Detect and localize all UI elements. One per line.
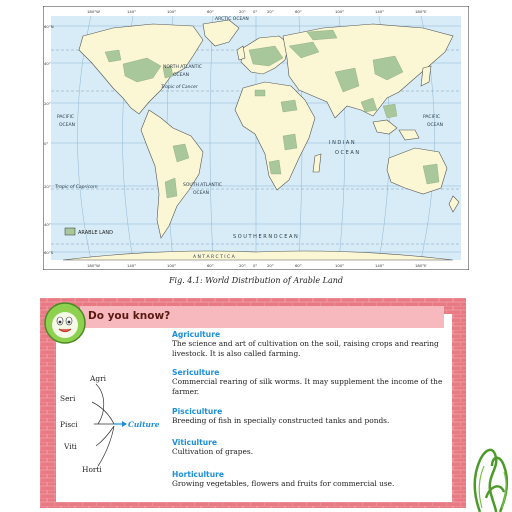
lon-bot-9: 140° bbox=[375, 263, 385, 268]
label-southern-ocean: S O U T H E R N O C E A N bbox=[233, 234, 298, 240]
map-svg bbox=[43, 6, 469, 270]
lon-bot-3: 60° bbox=[207, 263, 214, 268]
legend-swatch bbox=[65, 228, 75, 235]
lon-bot-2: 100° bbox=[167, 263, 177, 268]
branch-pisci: Pisci bbox=[60, 420, 78, 429]
map-legend bbox=[65, 228, 113, 236]
diagram-center-culture: Culture bbox=[128, 420, 160, 429]
label-north-atlantic-1: NORTH ATLANTIC bbox=[163, 65, 203, 70]
term-horticulture-title: Horticulture bbox=[172, 470, 224, 479]
lon-top-4: 20° bbox=[239, 9, 246, 14]
lon-top-3: 60° bbox=[207, 9, 214, 14]
lon-top-7: 60° bbox=[295, 9, 302, 14]
lon-top-10: 180°E bbox=[415, 9, 427, 14]
lon-bot-8: 100° bbox=[335, 263, 345, 268]
culture-diagram-lines bbox=[56, 354, 176, 474]
branch-horti: Horti bbox=[82, 465, 102, 474]
label-pacific-left-2: OCEAN bbox=[59, 123, 75, 128]
lon-bot-0: 180°W bbox=[87, 263, 100, 268]
lat-3: 0° bbox=[44, 141, 49, 146]
legend-label: ARABLE LAND bbox=[78, 230, 113, 236]
lon-bot-10: 180°E bbox=[415, 263, 427, 268]
lon-bot-5: 0° bbox=[253, 263, 258, 268]
term-pisciculture-desc: Breeding of fish in specially constructed tanks and ponds. bbox=[172, 416, 390, 425]
figure-caption: Fig. 4.1: World Distribution of Arable Land bbox=[168, 276, 344, 285]
lat-4: 20° bbox=[44, 184, 51, 189]
do-you-know-content bbox=[56, 314, 452, 502]
lon-top-5: 0° bbox=[253, 9, 258, 14]
branch-viti: Viti bbox=[64, 442, 77, 451]
lat-5: 40° bbox=[44, 222, 51, 227]
lon-top-1: 140° bbox=[127, 9, 137, 14]
term-sericulture-desc: Commercial rearing of silk worms. It may supplement the income of the farmer. bbox=[172, 377, 443, 396]
label-indian-2: O C E A N bbox=[335, 150, 360, 156]
label-tropic-cancer: Tropic of Cancer bbox=[161, 85, 198, 90]
term-horticulture-desc: Growing vegetables, flowers and fruits for commercial use. bbox=[172, 479, 395, 488]
plant-decoration-icon bbox=[470, 438, 512, 512]
term-viticulture-title: Viticulture bbox=[172, 438, 218, 447]
lon-top-2: 100° bbox=[167, 9, 177, 14]
do-you-know-header bbox=[80, 306, 444, 328]
lon-bot-6: 20° bbox=[267, 263, 274, 268]
branch-agri: Agri bbox=[90, 374, 106, 383]
label-north-atlantic-2: OCEAN bbox=[173, 73, 189, 78]
term-pisciculture-title: Pisciculture bbox=[172, 407, 223, 416]
branch-seri: Seri bbox=[60, 394, 76, 403]
lon-top-0: 180°W bbox=[87, 9, 100, 14]
label-south-atlantic-1: SOUTH ATLANTIC bbox=[183, 183, 223, 188]
label-pacific-right-2: OCEAN bbox=[427, 123, 443, 128]
do-you-know-box bbox=[40, 298, 466, 508]
label-indian-1: I N D I A N bbox=[329, 140, 355, 146]
term-agriculture-title: Agriculture bbox=[172, 330, 221, 339]
term-sericulture-title: Sericulture bbox=[172, 368, 220, 377]
lon-top-6: 20° bbox=[267, 9, 274, 14]
term-viticulture-desc: Cultivation of grapes. bbox=[172, 447, 254, 456]
lat-6: 60°S bbox=[44, 250, 54, 255]
term-agriculture-desc: The science and art of cultivation on the soil, raising crops and rearing livestock. It is also called farming. bbox=[172, 339, 439, 358]
lat-0: 60°N bbox=[44, 24, 54, 29]
lat-2: 20° bbox=[44, 101, 51, 106]
label-pacific-left-1: PACIFIC bbox=[57, 115, 74, 120]
lon-bot-1: 140° bbox=[127, 263, 137, 268]
label-antarctica: A N T A R C T I C A bbox=[193, 255, 235, 260]
mascot-icon bbox=[42, 300, 88, 346]
lon-bot-7: 60° bbox=[295, 263, 302, 268]
lon-top-8: 100° bbox=[335, 9, 345, 14]
label-south-atlantic-2: OCEAN bbox=[193, 191, 209, 196]
lon-top-9: 140° bbox=[375, 9, 385, 14]
lat-1: 40° bbox=[44, 61, 51, 66]
world-arable-land-map bbox=[43, 6, 469, 270]
lon-bot-4: 20° bbox=[239, 263, 246, 268]
label-arctic: ARCTIC OCEAN bbox=[215, 17, 249, 22]
label-pacific-right-1: PACIFIC bbox=[423, 115, 440, 120]
do-you-know-title: Do you know? bbox=[88, 310, 171, 322]
label-tropic-capricorn: Tropic of Capricorn bbox=[55, 185, 98, 190]
